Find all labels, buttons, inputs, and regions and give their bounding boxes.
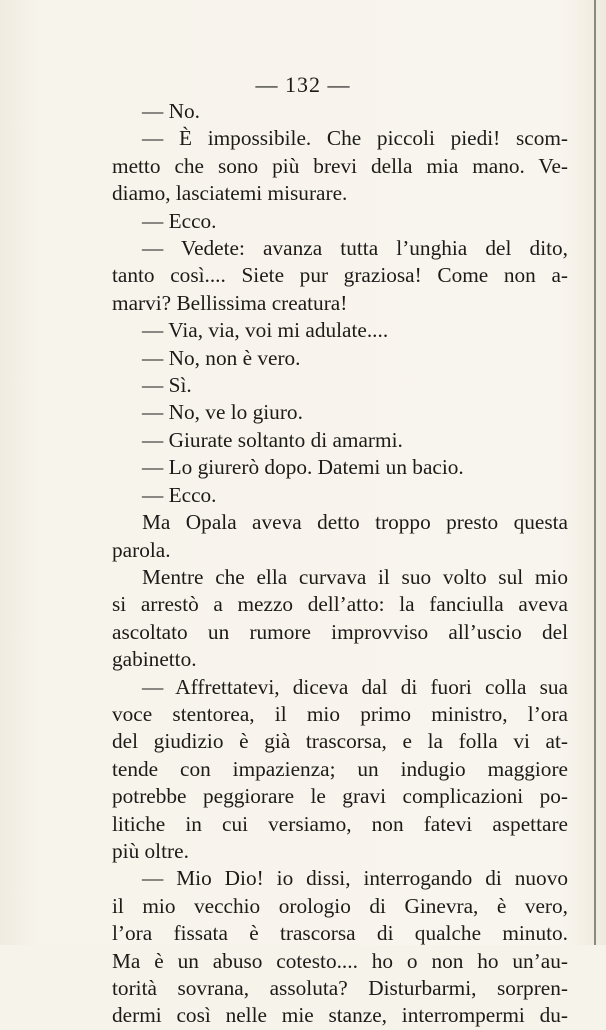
text-line: Mentre che ella curvava il suo volto sul mio (142, 564, 568, 589)
page-edge-shadow (594, 0, 596, 945)
text-line: — No. (142, 99, 200, 123)
page-number: — 132 — (255, 72, 351, 97)
text-line: — Lo giurerò dopo. Datemi un bacio. (142, 455, 464, 480)
text-line: tanto così.... Siete pur graziosa! Come non a- (112, 263, 568, 288)
body-text (112, 98, 568, 1030)
text-line: diamo, lasciatemi misurare. (112, 181, 348, 206)
text-line: — No, non è vero. (142, 345, 301, 370)
text-line: tende con impazienza; un indugio maggiore (112, 756, 568, 781)
text-line: — Giurate soltanto di amarmi. (142, 427, 403, 452)
text-line: — Ecco. (142, 482, 217, 507)
text-line: — No, ve lo giuro. (142, 400, 303, 425)
text-line: litiche in cui versiamo, non fatevi aspettare (112, 811, 568, 836)
text-line: parola. (112, 537, 171, 562)
text-line: ascoltato un rumore improvviso all’uscio del (112, 619, 568, 644)
text-line: Ma è un abuso cotesto.... ho o non ho un’au- (112, 948, 568, 973)
text-line: voce stentorea, il mio primo ministro, l’ora (112, 701, 568, 726)
text-line: — Sì. (142, 373, 192, 398)
text-line: dermi così nelle mie stanze, interrompermi du- (112, 1003, 568, 1028)
text-line: — Ecco. (142, 208, 217, 233)
text-line: — Vedete: avanza tutta l’unghia del dito, (142, 236, 568, 261)
text-line: marvi? Bellissima creatura! (112, 290, 348, 315)
text-line: gabinetto. (112, 647, 197, 672)
text-line: Ma Opala aveva detto troppo presto questa (142, 510, 568, 535)
text-line: potrebbe peggiorare le gravi complicazioni po- (112, 784, 568, 809)
text-line: — Mio Dio! io dissi, interrogando di nuovo (142, 866, 568, 891)
text-line: metto che sono più brevi della mia mano. Ve- (112, 153, 568, 178)
text-line: l’ora fissata è trascorsa di qualche minuto. (112, 921, 568, 946)
text-line: più oltre. (112, 838, 189, 863)
text-line: — Via, via, voi mi adulate.... (142, 318, 389, 343)
text-line: del giudizio è già trascorsa, e la folla vi at- (112, 729, 568, 754)
text-line: torità sovrana, assoluta? Disturbarmi, sorpren- (112, 976, 568, 1000)
text-line: si arrestò a mezzo dell’atto: la fanciulla aveva (112, 592, 568, 617)
text-line: — Affrettatevi, diceva dal di fuori colla sua (142, 674, 568, 699)
text-line: — È impossibile. Che piccoli piedi! scom- (142, 126, 568, 151)
text-line: il mio vecchio orologio di Ginevra, è vero, (112, 893, 568, 918)
